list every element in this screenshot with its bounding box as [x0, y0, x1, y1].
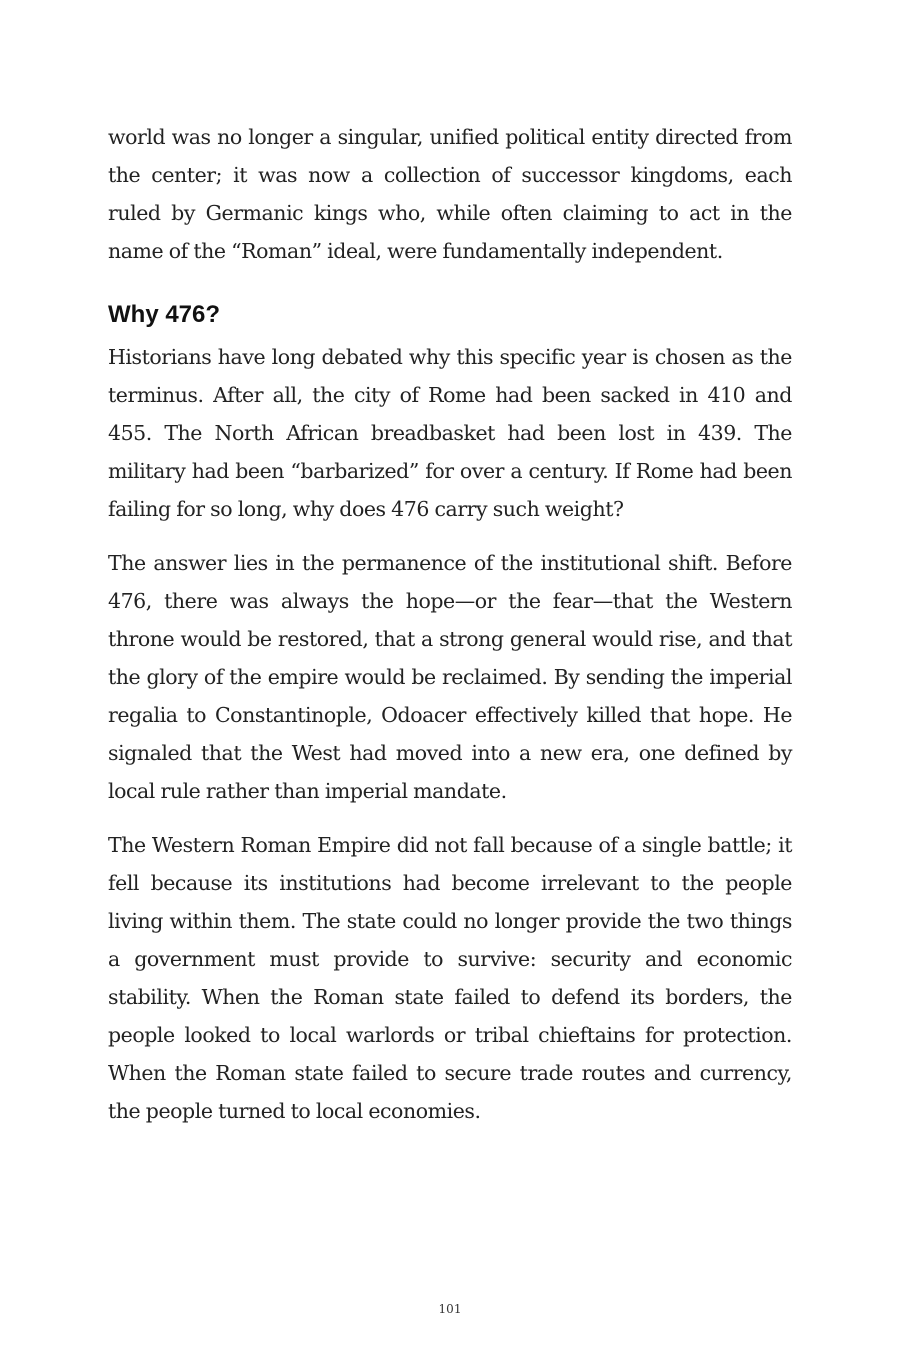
- section-heading: Why 476?: [108, 301, 221, 328]
- body-paragraph-3: The Western Roman Empire did not fall because of a single battle; it fell because its institutions had become irrelevant to the people living within them. The state could no longer provide the two things a government must provide to survive: security and economic stability. When the Roman state failed to defend its borders, the people looked to local warlords or tribal chieftains for protection. When the Roman state failed to secure trade routes and currency, the people turned to local economies.: [108, 833, 792, 1123]
- body-paragraph-1: Historians have long debated why this specific year is chosen as the terminus. After all, the city of Rome had been sacked in 410 and 455. The North African breadbasket had been lost in 439. The military had been “barbarized” for over a century. If Rome had been failing for so long, why does 476 carry such weight?: [108, 345, 792, 521]
- body-paragraph-2: The answer lies in the permanence of the institutional shift. Before 476, there was always the hope—or the fear—that the Western throne would be restored, that a strong general would rise, and that the glory of the empire would be reclaimed. By sending the imperial regalia to Constantinople, Odoacer effectively killed that hope. He signaled that the West had moved into a new era, one defined by local rule rather than imperial mandate.: [108, 551, 792, 803]
- opening-paragraph: world was no longer a singular, unified political entity directed from the center; it was now a collection of successor kingdoms, each ruled by Germanic kings who, while often claiming to act in the name of the “Roman” ideal, were fundamentally independent.: [108, 125, 792, 263]
- page-number: 101: [438, 1302, 462, 1316]
- page-body: [108, 118, 792, 1130]
